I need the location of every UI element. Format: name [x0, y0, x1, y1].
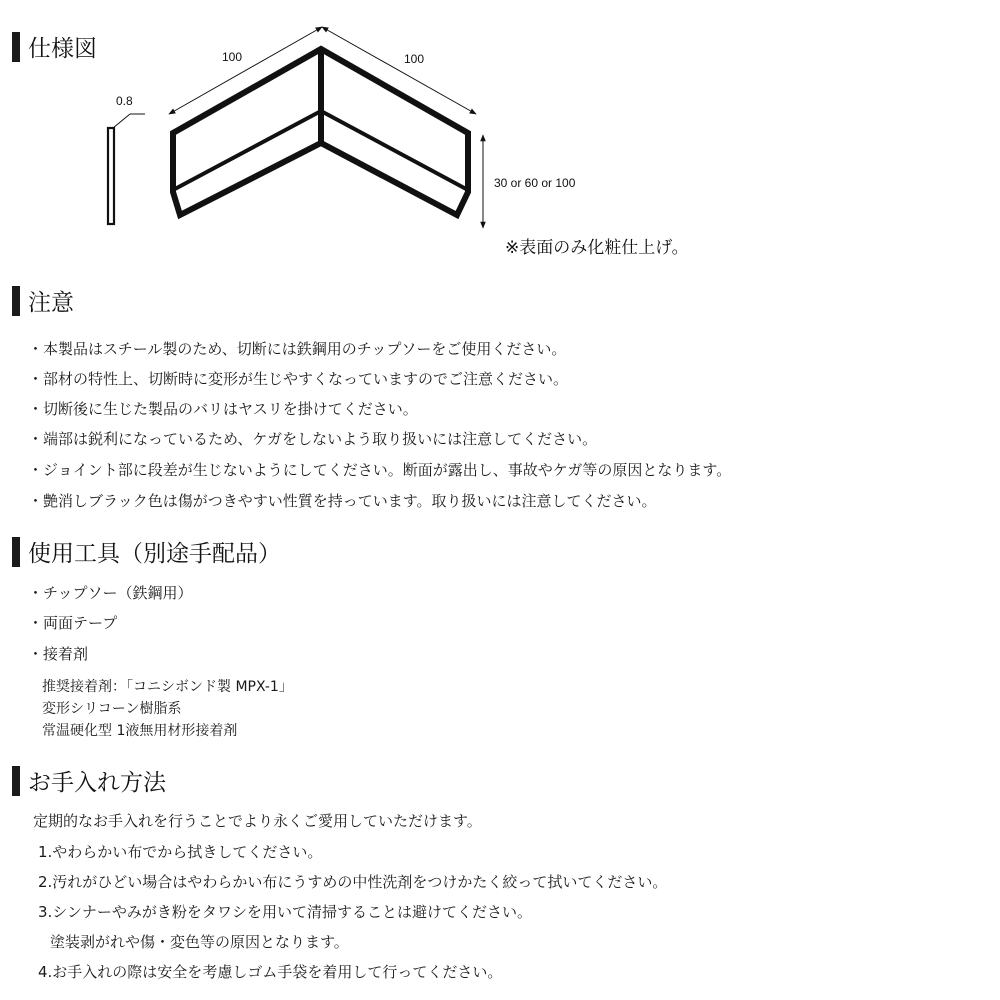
care-item: 塗装剥がれや傷・変色等の原因となります。	[50, 933, 349, 951]
heading-bar	[12, 537, 20, 567]
spec-diagram	[0, 0, 1000, 270]
dim-thickness: 0.8	[116, 94, 133, 108]
tool-item: ・チップソー（鉄鋼用）	[28, 584, 193, 602]
spec-heading-title: 仕様図	[28, 36, 97, 62]
caution-item: ・部材の特性上、切断時に変形が生じやすくなっていますのでご注意ください。	[28, 370, 569, 388]
care-heading-title: お手入れ方法	[28, 770, 166, 796]
caution-item: ・ジョイント部に段差が生じないようにしてください。断面が露出し、事故やケガ等の原因となります。	[28, 461, 732, 479]
caution-heading-title: 注意	[28, 290, 74, 316]
tools-heading-title: 使用工具（別途手配品）	[28, 541, 281, 567]
adhesive-note: 変形シリコーン樹脂系	[42, 701, 182, 717]
dim-line-right	[322, 27, 476, 114]
adhesive-note: 推奨接着剤：「コニシボンド製 MPX-1」	[42, 679, 293, 695]
tool-item: ・両面テープ	[28, 614, 118, 632]
caution-heading	[12, 284, 74, 317]
dim-height-label: 30 or 60 or 100	[494, 176, 576, 190]
tools-heading	[12, 535, 281, 568]
heading-bar	[12, 286, 20, 316]
corner-trim-shape	[173, 49, 468, 215]
care-item: 4.お手入れの際は安全を考慮しゴム手袋を着用して行ってください。	[38, 963, 503, 981]
finish-note: ※表面のみ化粧仕上げ。	[505, 238, 689, 258]
heading-bar	[12, 766, 20, 796]
care-intro: 定期的なお手入れを行うことでより永くご愛用していただけます。	[33, 812, 482, 830]
caution-item: ・艶消しブラック色は傷がつきやすい性質を持っています。取り扱いには注意してください。	[28, 492, 657, 510]
adhesive-note: 常温硬化型 1液無用材形接着剤	[42, 723, 238, 739]
thickness-profile	[108, 114, 145, 224]
dim-line-left	[169, 27, 322, 114]
caution-item: ・切断後に生じた製品のバリはヤスリを掛けてください。	[28, 400, 418, 418]
dim-right-label: 100	[404, 52, 425, 66]
caution-item: ・端部は鋭利になっているため、ケガをしないよう取り扱いには注意してください。	[28, 430, 598, 448]
caution-item: ・本製品はスチール製のため、切断には鉄鋼用のチップソーをご使用ください。	[28, 340, 567, 358]
care-item: 3.シンナーやみがき粉をタワシを用いて清掃することは避けてください。	[38, 903, 532, 921]
care-heading	[12, 764, 166, 797]
care-item: 1.やわらかい布でから拭きしてください。	[38, 843, 323, 861]
care-item: 2.汚れがひどい場合はやわらかい布にうすめの中性洗剤をつけかたく絞って拭いてください。	[38, 873, 668, 891]
dim-left-label: 100	[222, 50, 243, 64]
tool-item: ・接着剤	[28, 645, 89, 663]
